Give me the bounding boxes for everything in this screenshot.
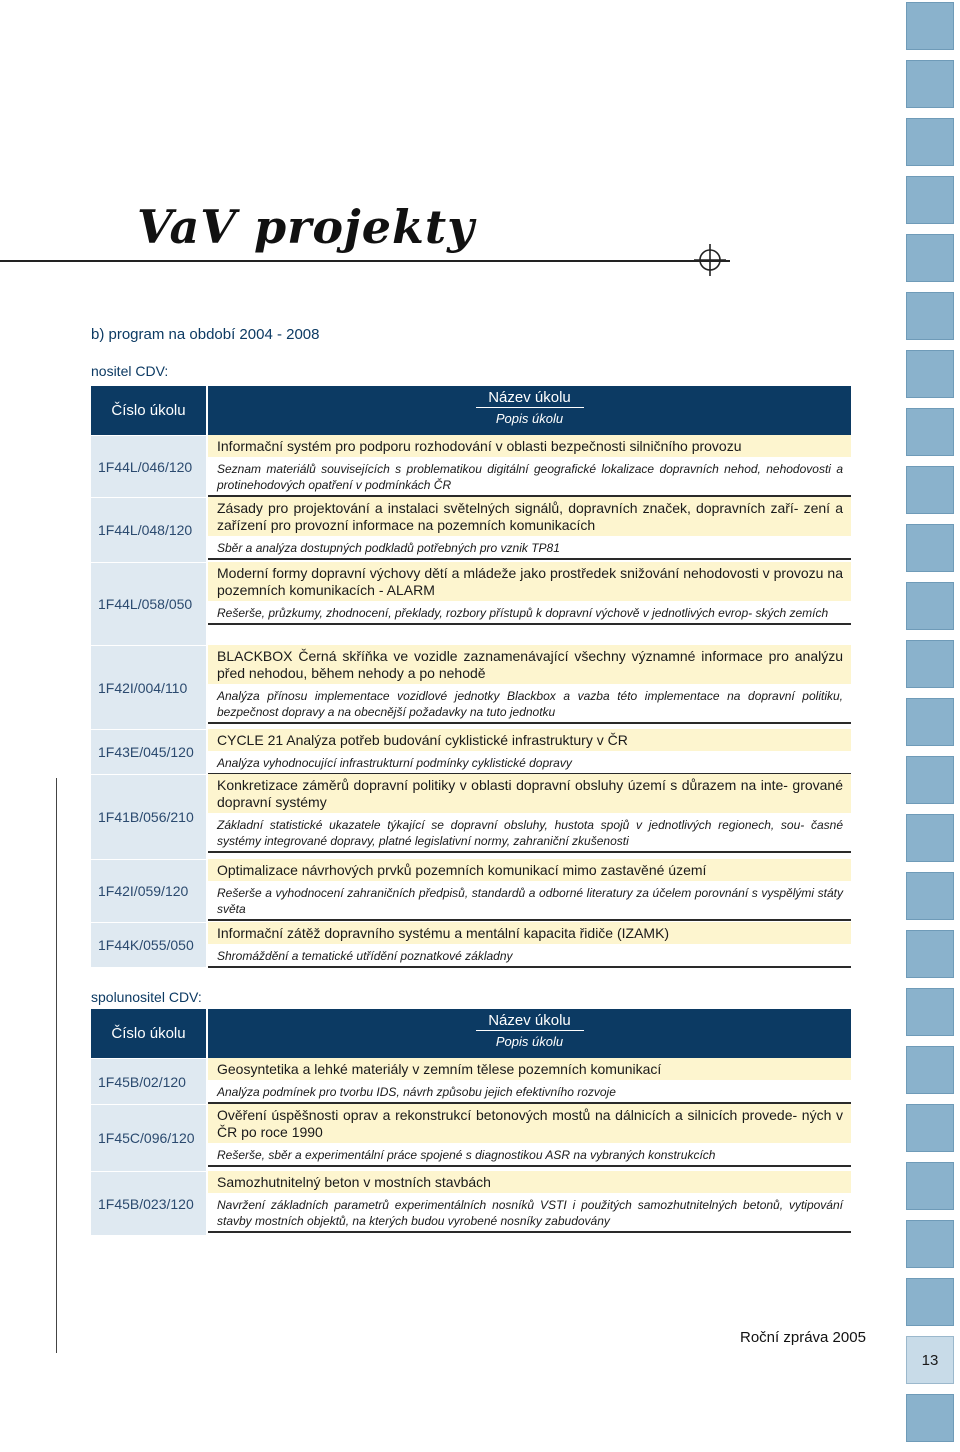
side-square: [906, 872, 954, 920]
task-row: [208, 729, 851, 774]
task-code: 1F45B/02/120: [91, 1058, 206, 1104]
col-desc-header: Popis úkolu: [495, 411, 564, 426]
task-code: 1F44K/055/050: [91, 922, 206, 967]
col-name-header: Název úkolu: [476, 386, 584, 408]
task-name: Ověření úspěšnosti oprav a rekonstrukcí betonových mostů na dálnicích a silnicích provede- ných v ČR po roce 1990: [208, 1104, 851, 1144]
page-number: 13: [906, 1336, 954, 1384]
crosshair-icon: [694, 244, 726, 276]
side-square: [906, 350, 954, 398]
side-square: [906, 60, 954, 108]
program-subtitle: b) program na období 2004 - 2008: [91, 326, 320, 343]
task-name: BLACKBOX Černá skříňka ve vozidle zaznamenávající všechny významné informace pro analýzu před nehodou, během nehody a po nehodě: [208, 645, 851, 685]
side-square: [906, 408, 954, 456]
task-code: 1F41B/056/210: [91, 774, 206, 859]
task-row: [208, 774, 851, 859]
side-square: [906, 292, 954, 340]
nositel-task-header: [208, 386, 851, 435]
side-square: [906, 1104, 954, 1152]
nositel-code-column: [91, 386, 206, 967]
task-code: 1F42I/059/120: [91, 859, 206, 922]
task-row: [208, 562, 851, 645]
side-square: [906, 176, 954, 224]
side-square: [906, 988, 954, 1036]
side-square: [906, 640, 954, 688]
task-row: [208, 645, 851, 729]
task-description: Rešerše a vyhodnocení zahraničních předpisů, standardů a odborné literatury za účelem porovnání s vyspělými státy světa: [208, 882, 851, 921]
side-square: [906, 1220, 954, 1268]
nositel-label: nositel CDV:: [91, 363, 169, 379]
side-square: [906, 930, 954, 978]
task-description: Analýza podmínek pro tvorbu IDS, návrh způsobu jejich efektivního rozvoje: [208, 1081, 851, 1104]
task-name: Geosyntetika a lehké materiály v zemním tělese pozemních komunikací: [208, 1058, 851, 1081]
task-row: [208, 1104, 851, 1171]
task-name: Konkretizace záměrů dopravní politiky v oblasti dopravní obsluhy území s důrazem na inte- grované dopravní systémy: [208, 774, 851, 814]
task-description: Základní statistické ukazatele týkající se dopravní obsluhy, hustota spojů v jednotlivých regionech, sou- časné systémy integrované dopravy, platné legislativní normy, zahraniční zkušenosti: [208, 814, 851, 853]
task-description: Rešerše, průzkumy, zhodnocení, překlady, rozbory přístupů k dopravní výchově v jednotlivých evrop- ských zemích: [208, 602, 851, 625]
task-description: Rešerše, sběr a experimentální práce spojené s diagnostikou ASR na vybraných konstrukcích: [208, 1144, 851, 1167]
side-square: [906, 1278, 954, 1326]
task-code: 1F42I/004/110: [91, 645, 206, 729]
task-name: Samozhutnitelný beton v mostních stavbách: [208, 1171, 851, 1194]
task-code: 1F45B/023/120: [91, 1171, 206, 1235]
page-title: VaV projekty: [137, 200, 475, 254]
side-square: [906, 466, 954, 514]
task-description: Navržení základních parametrů experimentálních nosníků VSTI i použitých samozhutnitelných betonů, vytipování stavby mostních objektů, na kterých budou vyrobené nosníky zabudovány: [208, 1194, 851, 1233]
task-row: [208, 859, 851, 922]
spolunositel-code-header: Číslo úkolu: [91, 1009, 206, 1058]
task-name: Informační systém pro podporu rozhodování v oblasti bezpečnosti silničního provozu: [208, 435, 851, 458]
task-description: Sběr a analýza dostupných podkladů potřebných pro vznik TP81: [208, 537, 851, 560]
task-row: [208, 497, 851, 562]
margin-line: [56, 778, 57, 1353]
task-description: Seznam materiálů souvisejících s problematikou digitální geografické lokalizace dopravních nehod, nehodovosti a protinehodových opatření v podmínkách ČR: [208, 458, 851, 497]
side-square: [906, 1046, 954, 1094]
task-row: [208, 435, 851, 497]
title-underline: [0, 260, 730, 262]
task-description: Analýza vyhodnocující infrastrukturní podmínky cyklistické dopravy: [208, 752, 851, 775]
task-code: 1F45C/096/120: [91, 1104, 206, 1171]
nositel-task-column: [208, 386, 851, 967]
side-square: [906, 1162, 954, 1210]
task-row: [208, 1058, 851, 1104]
task-name: Zásady pro projektování a instalaci světelných signálů, dopravních značek, dopravních zaří- zení a zařízení pro provozní informace na pozemních komunikacích: [208, 497, 851, 537]
task-row: [208, 922, 851, 967]
spolunositel-task-header: [208, 1009, 851, 1058]
spolunositel-label: spolunositel CDV:: [91, 989, 202, 1005]
task-code: 1F44L/046/120: [91, 435, 206, 497]
side-square: [906, 814, 954, 862]
task-code: 1F43E/045/120: [91, 729, 206, 774]
side-square: [906, 582, 954, 630]
side-square: [906, 234, 954, 282]
task-description: Shromáždění a tematické utřídění poznatkové základny: [208, 945, 851, 968]
side-square: [906, 698, 954, 746]
task-description: Analýza přínosu implementace vozidlové jednotky Blackbox a vazba této implementace na dopravní politiku, bezpečnost dopravy a na obecnější požadavky na tuto jednotku: [208, 685, 851, 724]
side-square: [906, 1394, 954, 1442]
task-name: Optimalizace návrhových prvků pozemních komunikací mimo zastavěné území: [208, 859, 851, 882]
side-square: [906, 2, 954, 50]
side-square: [906, 118, 954, 166]
spolunositel-task-column: [208, 1009, 851, 1235]
side-square-strip: [906, 2, 954, 1452]
task-name: Moderní formy dopravní výchovy dětí a mládeže jako prostředek snižování nehodovosti v provozu na pozemních komunikacích - ALARM: [208, 562, 851, 602]
task-code: 1F44L/048/120: [91, 497, 206, 562]
side-square: [906, 756, 954, 804]
spolunositel-code-column: [91, 1009, 206, 1235]
nositel-code-header: Číslo úkolu: [91, 386, 206, 435]
task-row: [208, 1171, 851, 1235]
task-name: Informační zátěž dopravního systému a mentální kapacita řidiče (IZAMK): [208, 922, 851, 945]
task-name: CYCLE 21 Analýza potřeb budování cyklistické infrastruktury v ČR: [208, 729, 851, 752]
task-code: 1F44L/058/050: [91, 562, 206, 645]
side-square: [906, 524, 954, 572]
footer-report-title: Roční zpráva 2005: [740, 1329, 866, 1346]
col-name-header: Název úkolu: [476, 1009, 584, 1031]
col-desc-header: Popis úkolu: [495, 1034, 564, 1049]
